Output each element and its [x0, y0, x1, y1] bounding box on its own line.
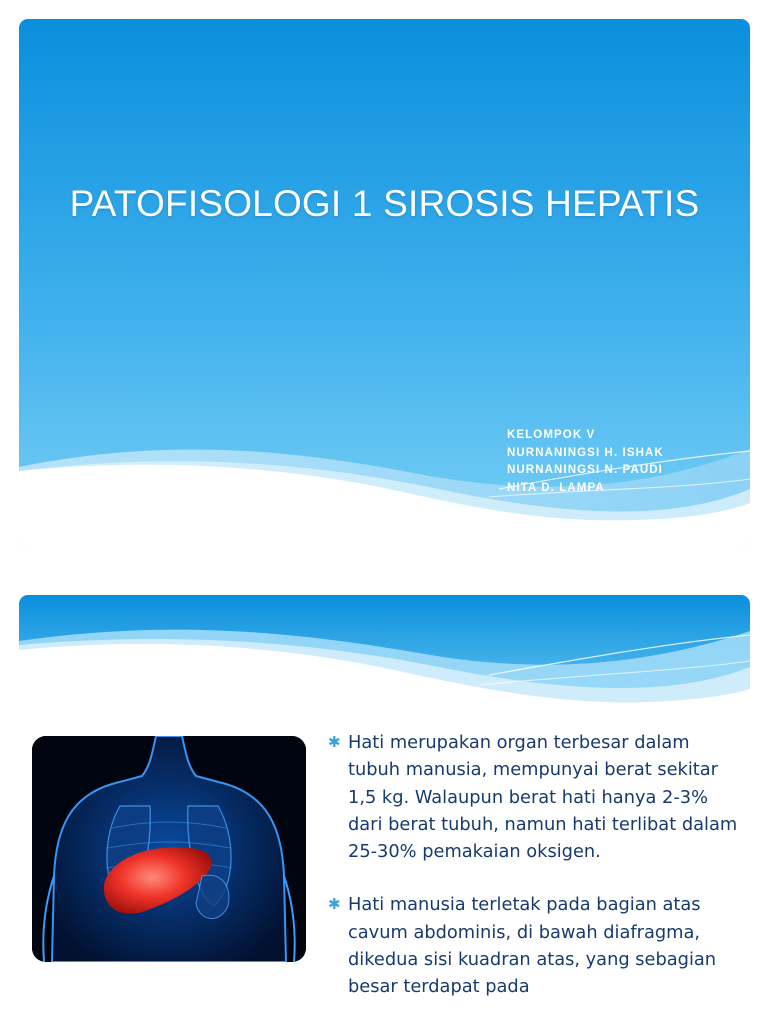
bullet-item [328, 729, 738, 865]
author-list [507, 427, 664, 497]
author-name: NURNANINGSI N. PAUDI [507, 464, 663, 476]
header-wave-background [19, 595, 750, 715]
bullet-text: Hati manusia terletak pada bagian atas cavum abdominis, di bawah diafragma, dikedua sisi kuadran atas, yang sebagian besar terdapat pada [348, 894, 717, 998]
bullet-text: Hati merupakan organ terbesar dalam tubuh manusia, mempunyai berat sekitar 1,5 kg. Walaupun berat hati hanya 2-3% dari berat tubuh, namun hati terlibat dalam 25-30% pemakaian oksigen. [348, 732, 738, 863]
liver-anatomy-image [32, 736, 306, 962]
content-slide [19, 595, 750, 1024]
presentation-title: PATOFISOLOGI 1 SIROSIS HEPATIS [69, 183, 700, 224]
bullet-list [328, 729, 738, 1024]
title-slide [19, 19, 750, 549]
group-name: KELOMPOK V [507, 429, 596, 441]
author-name: NITA D. LAMPA [507, 481, 605, 494]
asterisk-bullet-icon: ✱ [328, 895, 341, 914]
asterisk-bullet-icon: ✱ [328, 733, 341, 751]
author-name: NURNANINGSI H. ISHAK [507, 446, 664, 459]
bullet-item [328, 891, 738, 1000]
